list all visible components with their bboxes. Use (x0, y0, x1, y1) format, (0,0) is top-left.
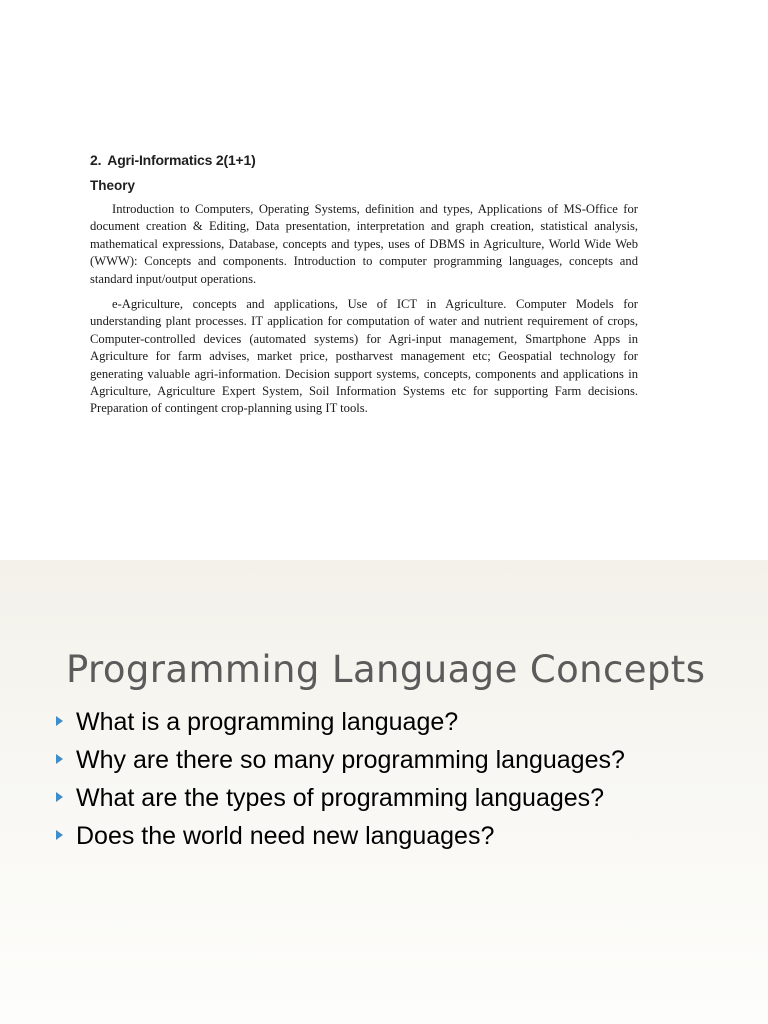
presentation-slide (0, 560, 768, 1024)
triangle-bullet-icon (56, 792, 63, 802)
section-heading: Theory (90, 178, 136, 193)
triangle-bullet-icon (56, 830, 63, 840)
bullet-text: What is a programming language? (76, 708, 459, 736)
bullet-item (56, 703, 625, 741)
theory-body (90, 201, 638, 426)
bullet-text: What are the types of programming languages? (76, 784, 605, 812)
bullet-text: Does the world need new languages? (76, 822, 495, 850)
bullet-text: Why are there so many programming languages? (76, 746, 625, 774)
triangle-bullet-icon (56, 716, 63, 726)
course-number: 2. (90, 152, 102, 168)
bullet-item (56, 779, 625, 817)
bullet-item (56, 741, 625, 779)
bullet-item (56, 817, 625, 855)
course-title: Agri-Informatics 2(1+1) (107, 152, 256, 168)
triangle-bullet-icon (56, 754, 63, 764)
slide-title: Programming Language Concepts (66, 648, 706, 691)
course-heading (90, 152, 256, 168)
theory-paragraph: e-Agriculture, concepts and applications, Use of ICT in Agriculture. Computer Models for understanding plant processes. IT application for computation of water and nutrient requirement of crops, Computer-controlled devices (automated systems) for Agri-input management, Smartphone Apps in Agriculture for farm advises, market price, postharvest management etc; Geospatial technology for generating valuable agri-information. Decision support systems, concepts, components and applications in Agriculture, Agriculture Expert System, Soil Information Systems etc for supporting Farm decisions. Preparation of contingent crop-planning using IT tools. (90, 297, 638, 416)
theory-paragraph: Introduction to Computers, Operating Systems, definition and types, Applications of MS-Office for document creation & Editing, Data presentation, interpretation and graph creation, statistical analysis, mathematical expressions, Database, concepts and types, uses of DBMS in Agriculture, World Wide Web (WWW): Concepts and components. Introduction to computer programming languages, concepts and standard input/output operations. (90, 202, 638, 286)
bullet-list (56, 703, 625, 855)
